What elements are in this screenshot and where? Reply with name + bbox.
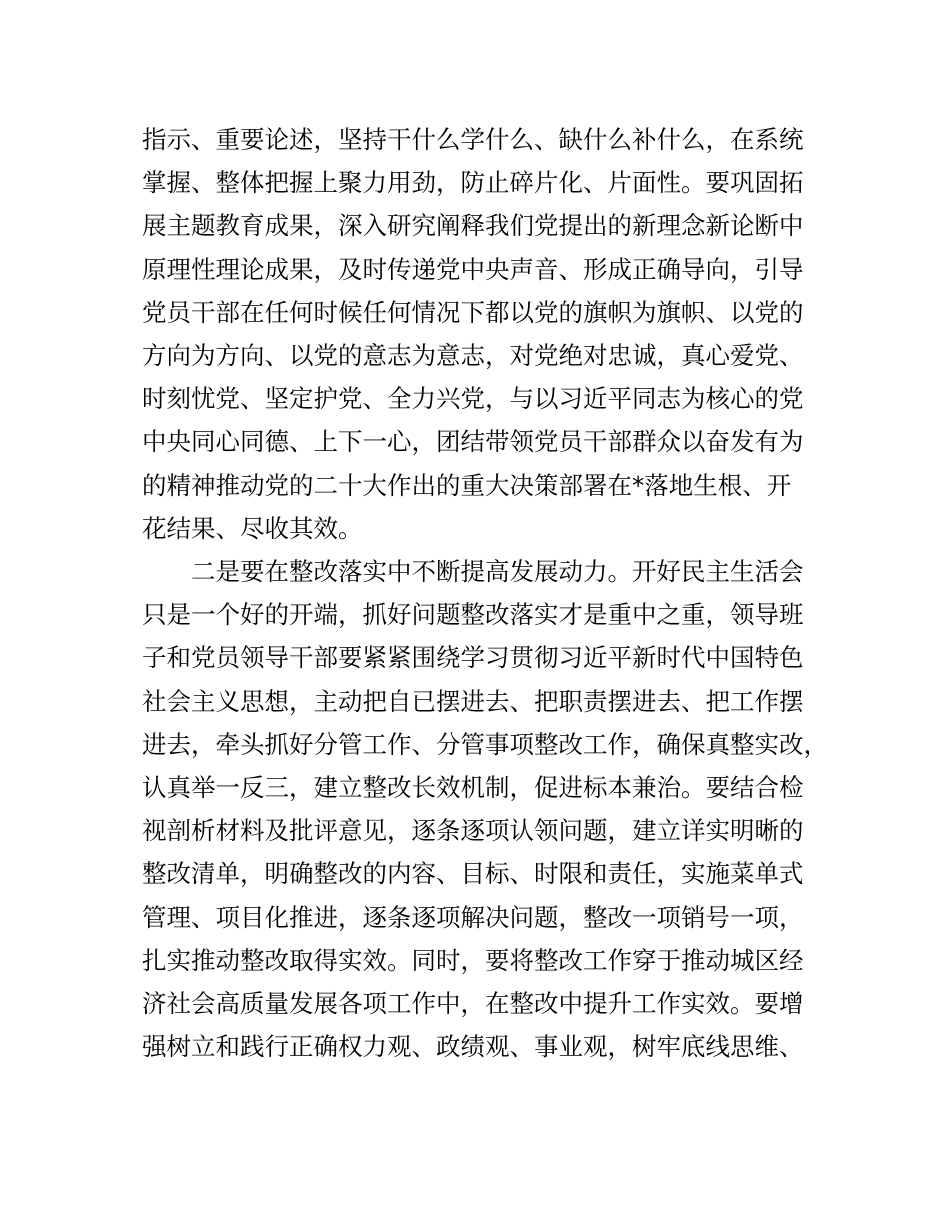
text-line: 强树立和践行正确权力观、政绩观、事业观，树牢底线思维、 [142,1032,804,1062]
text-line: 展主题教育成果，深入研究阐释我们党提出的新理念新论断中 [142,211,804,241]
text-line: 中央同心同德、上下一心，团结带领党员干部群众以奋发有为 [142,427,804,457]
text-line: 只是一个好的开端，抓好问题整改落实才是重中之重，领导班 [142,600,804,630]
text-line: 社会主义思想，主动把自已摆进去、把职责摆进去、把工作摆 [142,686,804,716]
text-line: 掌握、整体把握上聚力用劲，防止碎片化、片面性。要巩固拓 [142,168,804,198]
text-line: 花结果、尽收其效。 [142,513,363,543]
text-line: 认真举一反三，建立整改长效机制，促进标本兼治。要结合检 [142,772,804,802]
paragraph-2 [142,550,842,1068]
text-line: 方向为方向、以党的意志为意志，对党绝对忠诚，真心爱党、 [142,340,804,370]
text-line: 进去，牵头抓好分管工作、分管事项整改工作，确保真整实改， [142,729,828,759]
text-line: 管理、项目化推进，逐条逐项解决问题，整改一项销号一项， [142,902,804,932]
text-line: 扎实推动整改取得实效。同时，要将整改工作穿于推动城区经 [142,945,804,975]
text-line: 党员干部在任何时候任何情况下都以党的旗帜为旗帜、以党的 [142,297,804,327]
text-line: 整改清单，明确整改的内容、目标、时限和责任，实施菜单式 [142,859,804,889]
text-line: 指示、重要论述，坚持干什么学什么、缺什么补什么，在系统 [142,125,804,154]
paragraph-1 [142,118,842,550]
text-line: 的精神推动党的二十大作出的重大决策部署在*落地生根、开 [142,470,792,500]
text-line: 济社会高质量发展各项工作中，在整改中提升工作实效。要增 [142,988,804,1018]
text-line: 原理性理论成果，及时传递党中央声音、形成正确导向，引导 [142,254,804,284]
text-line: 子和党员领导干部要紧紧围绕学习贯彻习近平新时代中国特色 [142,643,804,673]
text-line: 二是要在整改落实中不断提高发展动力。开好民主生活会 [191,557,804,586]
text-line: 视剖析材料及批评意见，逐条逐项认领问题，建立详实明晰的 [142,816,804,846]
text-line: 时刻忧党、坚定护党、全力兴党，与以习近平同志为核心的党 [142,384,804,414]
